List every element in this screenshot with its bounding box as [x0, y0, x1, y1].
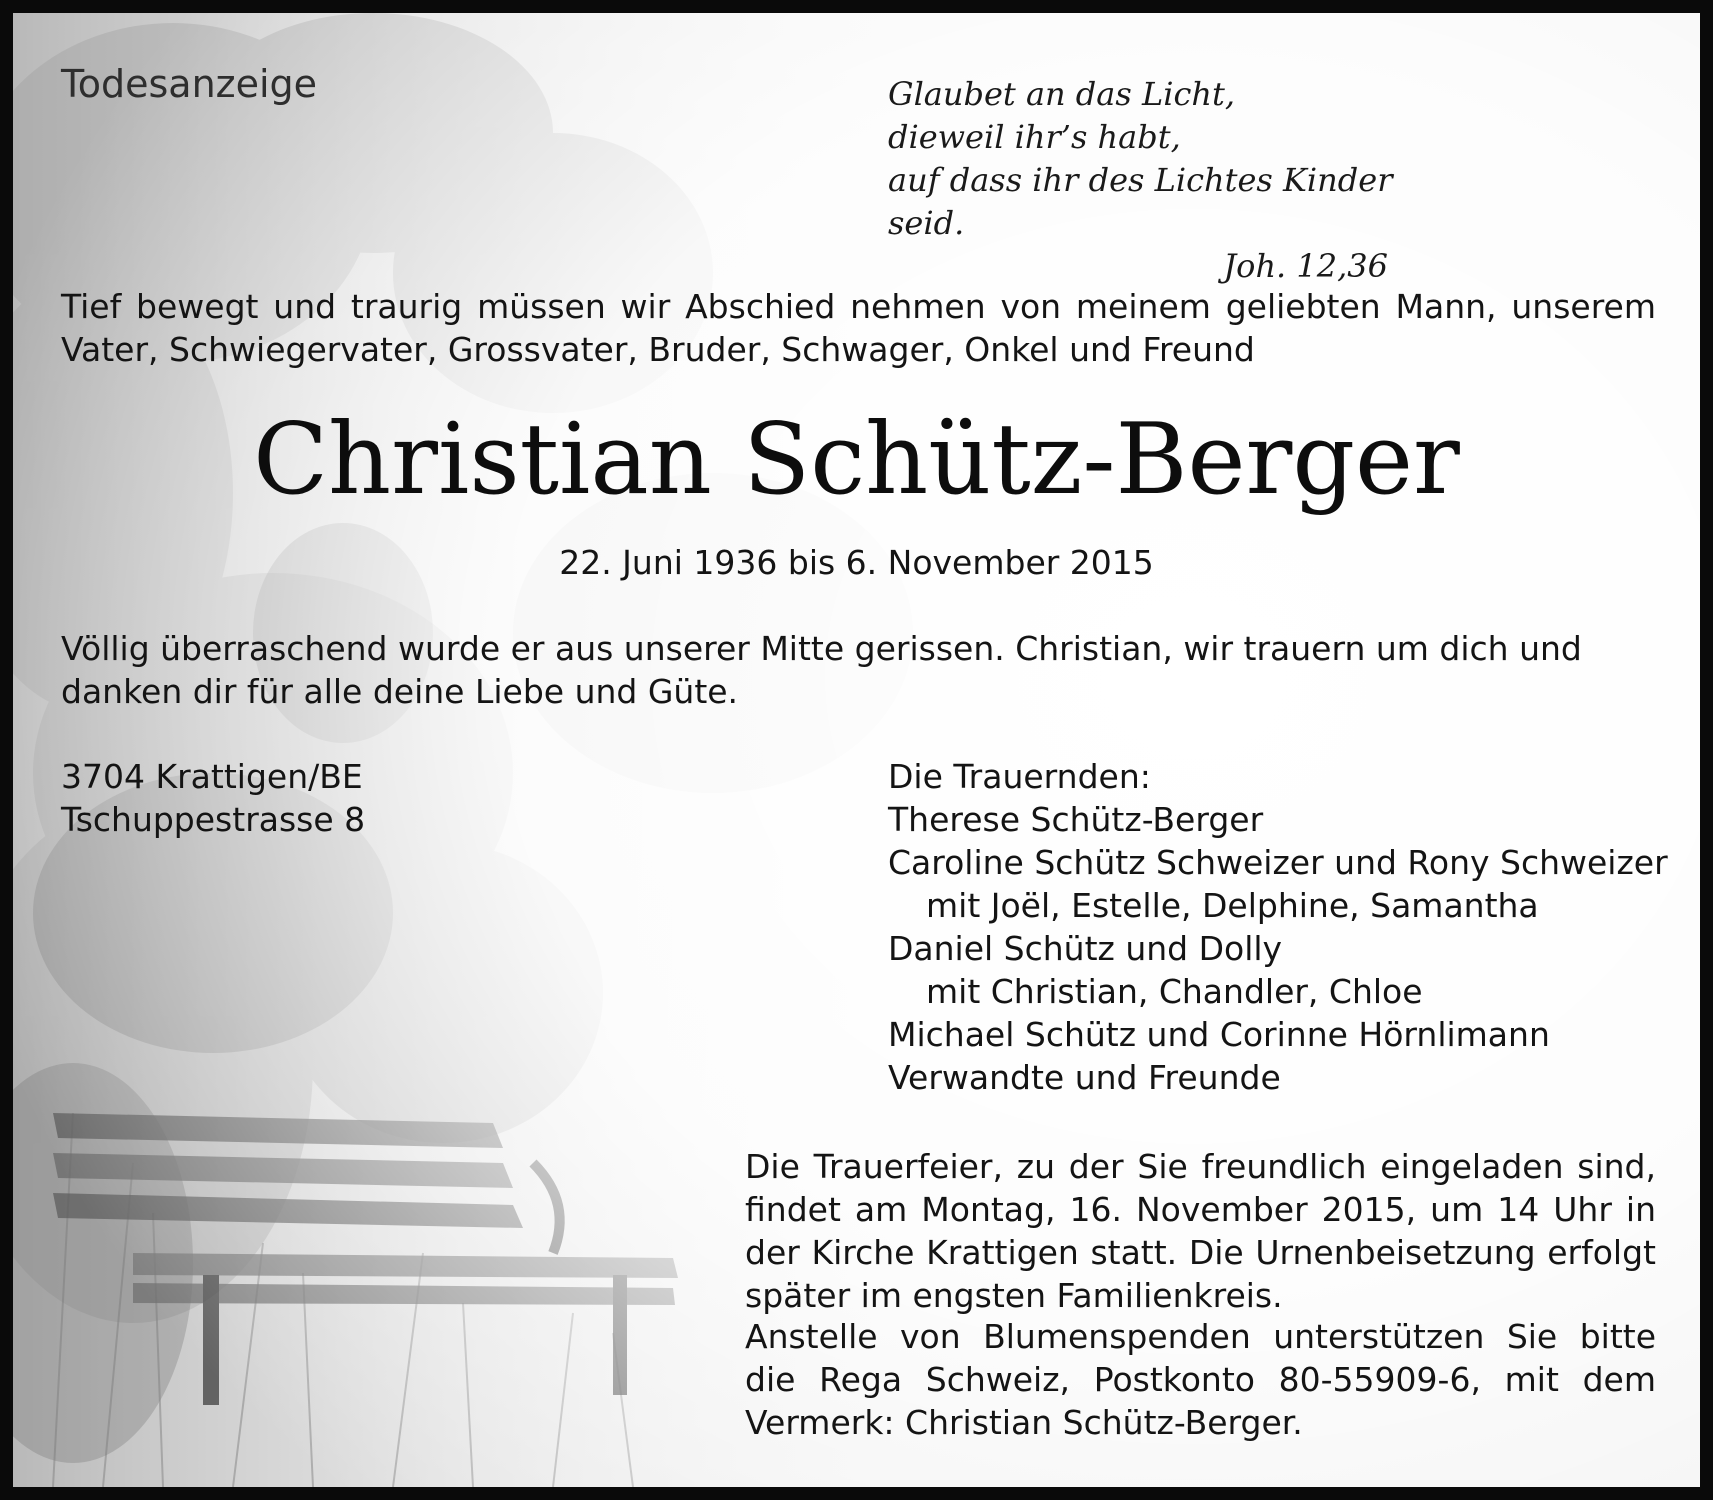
address-line: 3704 Krattigen/BE [61, 757, 363, 796]
verse-line: auf dass ihr des Lichtes Kinder seid. [888, 161, 1393, 242]
donation-info: Anstelle von Blumenspenden unterstützen Sie bitte die Rega Schweiz, Postkonto 80-55909-6, mit dem Vermerk: Christian Schütz-Berger. [745, 1317, 1656, 1442]
deceased-name: Christian Schütz-Berger [253, 403, 1460, 517]
address-line: Tschuppestrasse 8 [61, 800, 366, 839]
intro-paragraph: Tief bewegt und traurig müssen wir Abschied nehmen von meinem geliebten Mann, unserem Vater, Schwiegervater, Grossvater, Bruder, Schwager, Onkel und Freund [61, 287, 1656, 369]
life-dates: 22. Juni 1936 bis 6. November 2015 [559, 543, 1154, 582]
bible-verse [888, 73, 1408, 288]
verse-line: Glaubet an das Licht, [888, 75, 1235, 113]
funeral-service-info: Die Trauerfeier, zu der Sie freundlich eingeladen sind, findet am Montag, 16. November 2015, um 14 Uhr in der Kirche Krattigen statt. Die Urnenbeisetzung erfolgt später im engsten Familienkreis. [745, 1147, 1656, 1315]
memorial-message: Völlig überraschend wurde er aus unserer Mitte gerissen. Christian, wir trauern um dich und danken dir für alle deine Liebe und Güte. [61, 629, 1582, 711]
mourner-line: Daniel Schütz und Dolly [888, 929, 1283, 968]
mourner-children-line: mit Christian, Chandler, Chloe [926, 972, 1423, 1011]
mourners-list [888, 755, 1668, 1099]
mourner-children-line: mit Joël, Estelle, Delphine, Samantha [926, 886, 1539, 925]
verse-reference: Joh. 12,36 [1223, 247, 1388, 285]
verse-line: dieweil ihr’s habt, [888, 118, 1181, 156]
mourner-line: Therese Schütz-Berger [888, 800, 1264, 839]
family-address [61, 755, 561, 841]
mourner-line: Verwandte und Freunde [888, 1058, 1281, 1097]
mourner-line: Michael Schütz und Corinne Hörnlimann [888, 1015, 1550, 1054]
mourner-line: Caroline Schütz Schweizer und Rony Schweizer [888, 843, 1668, 882]
notice-type-label: Todesanzeige [61, 62, 318, 106]
mourners-title: Die Trauernden: [888, 757, 1151, 796]
